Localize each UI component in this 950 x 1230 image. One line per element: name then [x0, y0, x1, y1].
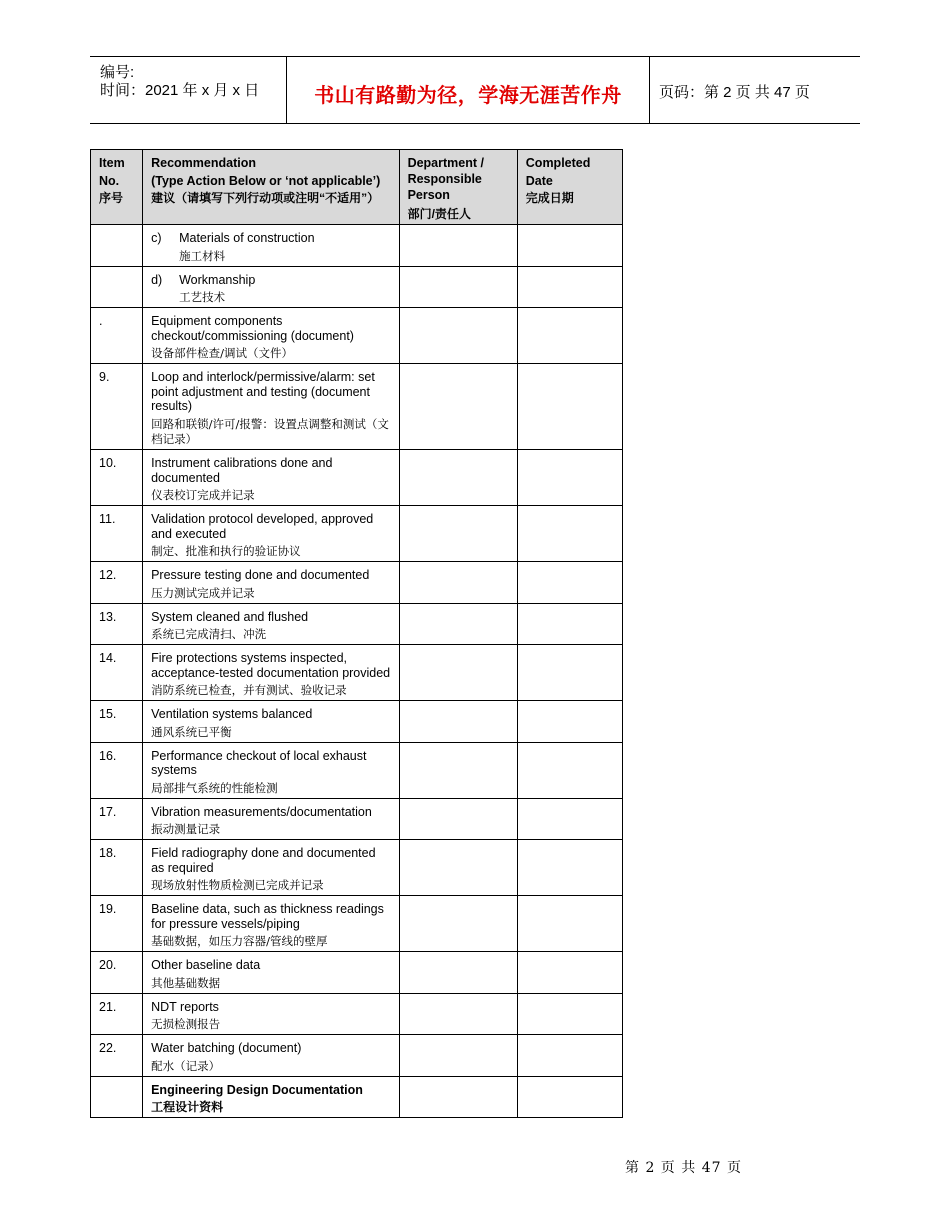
table-row	[91, 266, 623, 308]
item-number: 13.	[99, 609, 117, 624]
page-header	[90, 56, 860, 124]
item-number-cell	[91, 364, 143, 450]
item-number: 17.	[99, 804, 117, 819]
recommendation-zh: 设备部件检查/调试（文件）	[151, 346, 293, 360]
completed-date-cell[interactable]	[517, 506, 622, 562]
completed-date-cell[interactable]	[517, 701, 622, 743]
header-item-en1: Item	[99, 156, 125, 170]
recommendation-zh: 基础数据，如压力容器/管线的壁厚	[151, 934, 328, 948]
recommendation-zh: 消防系统已检查，并有测试、验收记录	[151, 683, 347, 697]
department-cell[interactable]	[399, 701, 517, 743]
item-number-cell	[91, 225, 143, 267]
recommendation-cell	[143, 952, 399, 994]
recommendation-cell	[143, 742, 399, 798]
recommendation-zh: 其他基础数据	[151, 975, 221, 990]
recommendation-zh: 制定、批准和执行的验证协议	[151, 544, 301, 558]
recommendation-en: Baseline data, such as thickness readings for pressure vessels/piping	[151, 902, 384, 931]
recommendation-zh: 振动测量记录	[151, 822, 221, 836]
header-date	[517, 150, 622, 225]
table-row	[91, 798, 623, 840]
completed-date-cell[interactable]	[517, 266, 622, 308]
department-cell[interactable]	[399, 450, 517, 506]
recommendation-zh: 局部排气系统的性能检测	[151, 780, 278, 795]
header-dep-zh: 部门/责任人	[407, 207, 471, 221]
recommendation-cell	[143, 603, 399, 645]
table-row	[91, 952, 623, 994]
item-number-cell	[91, 645, 143, 701]
header-rec-en1: Recommendation	[151, 156, 256, 170]
recommendation-cell	[143, 562, 399, 604]
department-cell[interactable]	[399, 308, 517, 364]
department-cell[interactable]	[399, 225, 517, 267]
recommendation-cell	[143, 308, 399, 364]
item-number-cell	[91, 603, 143, 645]
recommendation-en: Ventilation systems balanced	[151, 707, 313, 721]
department-cell[interactable]	[399, 364, 517, 450]
header-date-en: Completed Date	[525, 156, 591, 188]
item-number	[91, 1077, 142, 1083]
item-number-cell	[91, 742, 143, 798]
table-row	[91, 840, 623, 896]
recommendation-zh: 配水（记录）	[151, 1058, 221, 1073]
recommendation-cell	[143, 645, 399, 701]
table-row	[91, 308, 623, 364]
sub-item-letter: c)	[151, 231, 162, 245]
completed-date-cell[interactable]	[517, 645, 622, 701]
completed-date-cell[interactable]	[517, 993, 622, 1035]
completed-date-cell[interactable]	[517, 225, 622, 267]
recommendation-cell	[143, 506, 399, 562]
item-number: 12.	[99, 568, 117, 582]
completed-date-cell[interactable]	[517, 562, 622, 604]
table-row	[91, 742, 623, 798]
recommendation-en: NDT reports	[151, 999, 219, 1014]
item-number: 19.	[99, 902, 117, 916]
motto: 书山有路勤为径，学海无涯苦作舟	[314, 84, 622, 107]
item-number-cell	[91, 308, 143, 364]
department-cell[interactable]	[399, 506, 517, 562]
header-item	[91, 150, 143, 225]
recommendation-cell	[143, 1035, 399, 1077]
header-item-en2: No.	[99, 174, 120, 188]
header-date-zh: 完成日期	[525, 191, 574, 205]
header-item-zh: 序号	[99, 191, 124, 205]
item-number: 14.	[99, 651, 117, 665]
recommendation-zh: 工程设计资料	[151, 1100, 224, 1114]
recommendation-zh: 系统已完成清扫、冲洗	[151, 627, 267, 641]
header-department	[399, 150, 517, 225]
recommendation-cell	[143, 1076, 399, 1118]
recommendation-zh: 无损检测报告	[151, 1017, 221, 1031]
department-cell[interactable]	[399, 952, 517, 994]
table-row	[91, 701, 623, 743]
header-motto-cell	[287, 57, 650, 123]
item-number: 9.	[99, 370, 110, 384]
department-cell[interactable]	[399, 562, 517, 604]
table-row	[91, 562, 623, 604]
recommendation-cell	[143, 450, 399, 506]
recommendation-cell	[143, 840, 399, 896]
recommendation-cell	[143, 993, 399, 1035]
table-row	[91, 645, 623, 701]
completed-date-cell[interactable]	[517, 308, 622, 364]
recommendation-zh: 通风系统已平衡	[151, 724, 232, 739]
table-row	[91, 506, 623, 562]
table-row	[91, 896, 623, 952]
recommendation-cell	[143, 364, 399, 450]
recommendation-en: Materials of construction	[179, 231, 315, 245]
time-label: 时间：2021 年 x 月 x 日	[100, 82, 260, 99]
recommendation-en: Other baseline data	[151, 958, 261, 972]
item-number: 18.	[99, 846, 117, 860]
sub-item-letter: d)	[151, 272, 163, 287]
item-number-cell	[91, 952, 143, 994]
recommendation-en: System cleaned and flushed	[151, 609, 309, 624]
item-number: 21.	[99, 999, 117, 1014]
completed-date-cell[interactable]	[517, 952, 622, 994]
recommendation-cell	[143, 266, 399, 308]
table-row	[91, 225, 623, 267]
recommendation-en: Vibration measurements/documentation	[151, 804, 372, 819]
recommendation-en: Equipment components checkout/commissioning (document)	[151, 314, 354, 343]
header-rec-zh: 建议（请填写下列行动项或注明“不适用”）	[151, 191, 380, 205]
checklist-table	[90, 149, 623, 1118]
table-row	[91, 364, 623, 450]
header-meta	[90, 57, 287, 123]
completed-date-cell[interactable]	[517, 1035, 622, 1077]
recommendation-en: Validation protocol developed, approved and executed	[151, 512, 374, 541]
item-number-cell	[91, 701, 143, 743]
department-cell[interactable]	[399, 742, 517, 798]
page-footer: 第 2 页 共 47 页	[625, 1160, 742, 1176]
item-number-cell	[91, 1076, 143, 1118]
department-cell[interactable]	[399, 1035, 517, 1077]
completed-date-cell[interactable]	[517, 896, 622, 952]
table-header-row	[91, 150, 623, 225]
department-cell[interactable]	[399, 840, 517, 896]
header-recommendation	[143, 150, 399, 225]
number-label: 编号:	[100, 64, 135, 81]
recommendation-zh: 施工材料	[179, 248, 226, 263]
completed-date-cell[interactable]	[517, 364, 622, 450]
recommendation-en: Instrument calibrations done and documented	[151, 456, 333, 485]
item-number: 11.	[99, 512, 116, 526]
item-number-cell	[91, 1035, 143, 1077]
recommendation-en: Engineering Design Documentation	[151, 1082, 363, 1097]
table-row	[91, 450, 623, 506]
table-row	[91, 1035, 623, 1077]
recommendation-en: Pressure testing done and documented	[151, 568, 370, 582]
header-rec-en2: (Type Action Below or ‘not applicable’)	[151, 174, 381, 188]
recommendation-cell	[143, 225, 399, 267]
item-number: 22.	[99, 1041, 117, 1055]
recommendation-cell	[143, 798, 399, 840]
recommendation-en: Performance checkout of local exhaust systems	[151, 748, 367, 777]
completed-date-cell[interactable]	[517, 603, 622, 645]
department-cell[interactable]	[399, 896, 517, 952]
recommendation-en: Field radiography done and documented as required	[151, 846, 376, 875]
recommendation-en: Water batching (document)	[151, 1041, 302, 1055]
department-cell[interactable]	[399, 798, 517, 840]
item-number-cell	[91, 896, 143, 952]
item-number-cell	[91, 993, 143, 1035]
item-number: 10.	[99, 456, 117, 470]
department-cell[interactable]	[399, 993, 517, 1035]
item-number-cell	[91, 506, 143, 562]
header-dep-en: Department / Responsible Person	[407, 156, 484, 202]
department-cell[interactable]	[399, 1076, 517, 1118]
item-number-cell	[91, 266, 143, 308]
header-page-cell	[650, 57, 860, 123]
table-row	[91, 603, 623, 645]
item-number: .	[99, 314, 103, 328]
recommendation-zh: 压力测试完成并记录	[151, 585, 255, 600]
completed-date-cell[interactable]	[517, 840, 622, 896]
recommendation-zh: 回路和联锁/许可/报警：设置点调整和测试（文档记录）	[151, 416, 389, 446]
table-row	[91, 1076, 623, 1118]
completed-date-cell[interactable]	[517, 742, 622, 798]
department-cell[interactable]	[399, 603, 517, 645]
recommendation-zh: 工艺技术	[179, 290, 226, 304]
recommendation-zh: 仪表校订完成并记录	[151, 488, 255, 502]
department-cell[interactable]	[399, 645, 517, 701]
completed-date-cell[interactable]	[517, 1076, 622, 1118]
recommendation-zh: 现场放射性物质检测已完成并记录	[151, 878, 324, 892]
item-number	[91, 225, 142, 231]
completed-date-cell[interactable]	[517, 450, 622, 506]
page-label: 页码：第 2 页 共 47 页	[659, 83, 810, 101]
recommendation-en: Workmanship	[179, 272, 256, 287]
item-number-cell	[91, 798, 143, 840]
table-row	[91, 993, 623, 1035]
item-number: 16.	[99, 748, 117, 763]
item-number: 15.	[99, 707, 117, 721]
item-number-cell	[91, 450, 143, 506]
recommendation-cell	[143, 896, 399, 952]
item-number-cell	[91, 840, 143, 896]
recommendation-en: Fire protections systems inspected, acceptance-tested documentation provided	[151, 651, 391, 680]
completed-date-cell[interactable]	[517, 798, 622, 840]
item-number-cell	[91, 562, 143, 604]
recommendation-en: Loop and interlock/permissive/alarm: set point adjustment and testing (document results)	[151, 370, 375, 413]
item-number: 20.	[99, 958, 117, 972]
recommendation-cell	[143, 701, 399, 743]
item-number	[91, 267, 142, 273]
department-cell[interactable]	[399, 266, 517, 308]
